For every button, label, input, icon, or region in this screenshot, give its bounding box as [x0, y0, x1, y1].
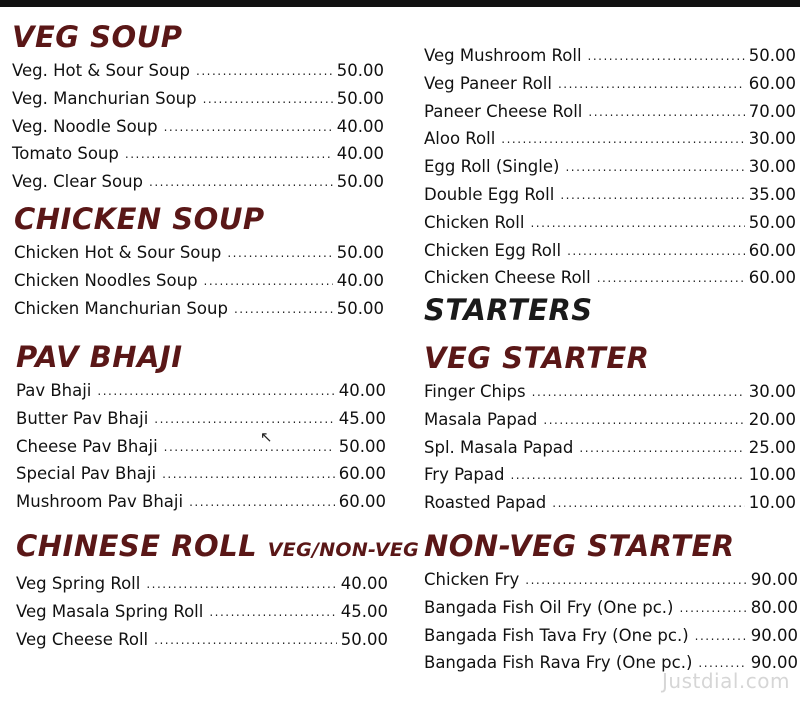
item-price: 20.00 — [748, 409, 796, 429]
menu-item — [12, 141, 384, 169]
menu-item — [424, 435, 796, 463]
dot-leader — [146, 572, 336, 598]
menu-item — [424, 43, 796, 71]
menu-item — [424, 126, 796, 154]
dot-leader — [154, 628, 337, 654]
menu-item — [424, 182, 796, 210]
menu-item — [16, 434, 386, 462]
item-price: 30.00 — [748, 129, 796, 149]
dot-leader — [97, 379, 334, 405]
item-price: 60.00 — [748, 73, 796, 93]
dot-leader — [558, 72, 745, 98]
menu-item — [424, 265, 796, 293]
dot-leader — [189, 490, 335, 516]
menu-item — [424, 379, 796, 407]
menu-item — [12, 86, 384, 114]
item-name: Cheese Pav Bhaji — [16, 436, 158, 456]
item-price: 50.00 — [340, 629, 388, 649]
dot-leader — [597, 266, 745, 292]
menu-item — [424, 71, 796, 99]
item-name: Veg Spring Roll — [16, 574, 141, 593]
dot-leader — [530, 211, 744, 237]
dot-leader — [588, 100, 744, 126]
item-price: 50.00 — [336, 172, 384, 192]
item-price: 50.00 — [336, 88, 384, 108]
item-list — [16, 378, 386, 517]
section-non-veg-starter — [424, 529, 798, 678]
item-name: Chicken Egg Roll — [424, 240, 562, 260]
dot-leader — [164, 435, 335, 461]
item-name: Masala Papad — [424, 409, 538, 429]
menu-item — [14, 240, 384, 268]
item-name: Bangada Fish Oil Fry (One pc.) — [424, 597, 674, 617]
item-price: 10.00 — [748, 465, 796, 485]
item-name: Chicken Manchurian Soup — [14, 298, 228, 318]
dot-leader — [501, 127, 744, 153]
item-price: 30.00 — [748, 157, 796, 177]
item-name: Chicken Fry — [424, 570, 520, 589]
item-name: Veg Mushroom Roll — [424, 46, 582, 65]
section-rolls-continued — [424, 43, 796, 293]
item-list — [424, 567, 798, 678]
item-price: 40.00 — [338, 381, 386, 400]
item-list — [424, 379, 796, 518]
item-price: 40.00 — [340, 574, 388, 593]
item-list — [14, 240, 384, 323]
item-price: 50.00 — [336, 61, 384, 80]
item-name: Bangada Fish Tava Fry (One pc.) — [424, 625, 689, 645]
item-price: 50.00 — [748, 212, 796, 232]
menu-item — [424, 623, 798, 651]
dot-leader — [125, 142, 333, 168]
dot-leader — [164, 115, 333, 141]
dot-leader — [203, 87, 333, 113]
item-name: Pav Bhaji — [16, 381, 92, 400]
dot-leader — [552, 491, 745, 517]
dot-leader — [525, 568, 746, 594]
dot-leader — [196, 59, 333, 85]
item-name: Chicken Hot & Sour Soup — [14, 243, 222, 262]
item-name: Chicken Cheese Roll — [424, 268, 591, 288]
item-price: 60.00 — [338, 464, 386, 484]
item-name: Fry Papad — [424, 465, 505, 485]
section-title: PAV BHAJI — [16, 340, 183, 374]
item-name: Mushroom Pav Bhaji — [16, 492, 184, 512]
item-name: Chicken Roll — [424, 212, 525, 232]
section-starters — [424, 293, 796, 327]
item-name: Veg Masala Spring Roll — [16, 601, 204, 621]
dot-leader — [532, 380, 745, 406]
dot-leader — [560, 183, 744, 209]
item-price: 30.00 — [748, 382, 796, 401]
item-name: Spl. Masala Papad — [424, 437, 574, 457]
dot-leader — [209, 600, 336, 626]
item-name: Egg Roll (Single) — [424, 157, 560, 177]
item-name: Butter Pav Bhaji — [16, 408, 149, 428]
section-title — [16, 529, 420, 567]
menu-item — [16, 406, 386, 434]
dot-leader — [162, 462, 335, 488]
section-title: CHICKEN SOUP — [14, 202, 265, 236]
item-name: Veg. Hot & Sour Soup — [12, 61, 191, 80]
item-name: Veg Cheese Roll — [16, 629, 149, 649]
dot-leader — [565, 155, 744, 181]
item-price: 50.00 — [748, 46, 796, 65]
item-price: 60.00 — [748, 240, 796, 260]
item-name: Double Egg Roll — [424, 184, 555, 204]
menu-item — [424, 238, 796, 266]
item-name: Aloo Roll — [424, 129, 496, 149]
section-subtitle: VEG/NON-VEG — [267, 539, 420, 561]
menu-item — [12, 58, 384, 86]
item-price: 40.00 — [336, 144, 384, 164]
mouse-cursor-icon: ↖ — [260, 428, 273, 446]
item-price: 60.00 — [338, 492, 386, 512]
menu-item — [14, 296, 384, 324]
menu-item — [424, 210, 796, 238]
menu-item — [424, 595, 798, 623]
menu-item — [424, 154, 796, 182]
item-name: Bangada Fish Rava Fry (One pc.) — [424, 653, 693, 673]
section-title-main: CHINESE ROLL — [16, 529, 258, 563]
menu-item — [424, 99, 796, 127]
section-title: VEG SOUP — [12, 20, 183, 54]
item-name: Veg. Clear Soup — [12, 172, 144, 192]
item-price: 25.00 — [748, 437, 796, 457]
section-veg-starter — [424, 341, 796, 518]
item-price: 70.00 — [748, 101, 796, 121]
item-name: Special Pav Bhaji — [16, 464, 157, 484]
dot-leader — [154, 407, 334, 433]
item-price: 90.00 — [750, 625, 798, 645]
dot-leader — [695, 624, 747, 650]
menu-item — [16, 599, 388, 627]
section-chicken-soup — [14, 202, 384, 323]
item-price: 35.00 — [748, 184, 796, 204]
item-price: 10.00 — [748, 493, 796, 513]
item-price: 90.00 — [750, 570, 798, 589]
section-title: VEG STARTER — [424, 341, 650, 375]
dot-leader — [543, 408, 744, 434]
menu-item — [424, 490, 796, 518]
menu-item — [16, 627, 388, 655]
dot-leader — [579, 436, 744, 462]
item-price: 50.00 — [336, 298, 384, 318]
item-name: Tomato Soup — [12, 144, 119, 164]
menu-item — [16, 461, 386, 489]
menu-item — [16, 378, 386, 406]
item-name: Veg Paneer Roll — [424, 73, 552, 93]
dot-leader — [510, 463, 744, 489]
item-name: Chicken Noodles Soup — [14, 270, 198, 290]
menu-item — [424, 462, 796, 490]
dot-leader — [588, 44, 745, 70]
section-pav-bhaji — [16, 340, 386, 517]
item-name: Veg. Manchurian Soup — [12, 88, 197, 108]
item-name: Finger Chips — [424, 382, 526, 401]
menu-item — [424, 567, 798, 595]
item-name: Roasted Papad — [424, 493, 547, 513]
menu-item — [12, 114, 384, 142]
item-price: 40.00 — [336, 116, 384, 136]
dot-leader — [227, 241, 332, 267]
item-name: Paneer Cheese Roll — [424, 101, 583, 121]
item-price: 50.00 — [338, 436, 386, 456]
item-price: 90.00 — [750, 653, 798, 673]
item-price: 60.00 — [748, 268, 796, 288]
item-price: 45.00 — [338, 408, 386, 428]
section-title: NON-VEG STARTER — [424, 529, 735, 563]
section-veg-soup — [12, 20, 384, 197]
item-price: 40.00 — [336, 270, 384, 290]
item-list — [16, 571, 388, 654]
item-price: 80.00 — [750, 597, 798, 617]
menu-item — [424, 407, 796, 435]
menu-item — [16, 571, 388, 599]
menu-item — [16, 489, 386, 517]
top-border — [0, 0, 800, 7]
item-list — [12, 58, 384, 197]
item-list — [424, 43, 796, 293]
item-price: 45.00 — [340, 601, 388, 621]
dot-leader — [234, 297, 333, 323]
watermark: Justdial.com — [662, 669, 790, 693]
dot-leader — [679, 596, 746, 622]
section-title: STARTERS — [424, 293, 593, 327]
item-name: Veg. Noodle Soup — [12, 116, 158, 136]
dot-leader — [204, 269, 333, 295]
dot-leader — [149, 170, 333, 196]
dot-leader — [567, 239, 745, 265]
menu-item — [14, 268, 384, 296]
item-price: 50.00 — [336, 243, 384, 262]
section-chinese-roll — [16, 529, 420, 654]
menu-item — [12, 169, 384, 197]
